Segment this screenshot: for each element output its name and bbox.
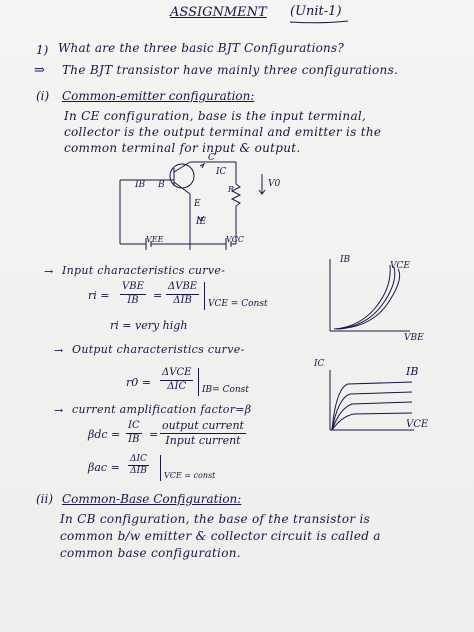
output-voltage-label: V0 — [268, 179, 281, 189]
unit-underline — [290, 20, 350, 24]
ro-fraction — [160, 368, 193, 392]
beta-ac-frac-den: ΔIB — [130, 466, 147, 477]
output-characteristics-graph — [318, 365, 419, 443]
section1-heading: Common-emitter configuration: — [62, 89, 255, 103]
ri-very-high: ri = very high — [110, 319, 188, 332]
ri-condition: VCE = Const — [208, 299, 268, 309]
ri-fraction-2 — [166, 282, 199, 306]
output-char-heading: Output characteristics curve- — [72, 343, 245, 356]
beta-dc-frac1-num: IC — [126, 421, 142, 434]
beta-dc-symbol: βdc = — [88, 428, 121, 441]
unit-label: (Unit-1) — [290, 4, 342, 19]
input-graph-xlabel: VBE — [404, 333, 424, 343]
section2-line-1: In CB configuration, the base of the transistor is — [60, 512, 371, 526]
current-amp-heading: current amplification factor=β — [72, 403, 252, 416]
section2-heading: Common-Base Configuration: — [62, 492, 242, 506]
beta-ac-frac-num: ΔIC — [128, 455, 149, 466]
question-text: What are the three basic BJT Configurations? — [58, 41, 344, 55]
ro-condition: IB= Const — [202, 385, 249, 395]
beta-dc-frac2-den: Input current — [165, 433, 241, 447]
beta-ac-condition-bar — [160, 455, 161, 481]
ro-frac-num: ΔVCE — [160, 368, 193, 381]
vcc-label: VCC — [226, 235, 245, 244]
output-graph-curve-label: IB — [406, 365, 419, 378]
ri-frac2-den: ΔIB — [173, 294, 192, 306]
input-graph-curve-label: VCE — [390, 261, 410, 271]
resistor-label: R — [228, 185, 235, 194]
ri-frac1-den: IB — [127, 294, 139, 306]
ri-equals: = — [153, 289, 163, 302]
section1-line-1: In CE configuration, base is the input terminal, — [64, 109, 367, 123]
ri-frac2-num: ΔVBE — [166, 282, 199, 295]
collector-current-label: IC — [216, 167, 227, 177]
current-amp-bullet: → — [54, 404, 64, 417]
section1-number: (i) — [36, 89, 50, 103]
section2-line-3: common base configuration. — [60, 546, 241, 560]
beta-ac-symbol: βac = — [88, 461, 120, 474]
section2-number: (ii) — [36, 492, 54, 506]
section2-line-2: common b/w emitter & collector circuit is called a — [60, 529, 381, 543]
beta-dc-fraction-1 — [126, 421, 142, 445]
assignment-title: ASSIGNMENT — [170, 5, 267, 20]
answer-text: The BJT transistor have mainly three configurations. — [62, 63, 399, 77]
beta-ac-condition: VCE = const — [164, 471, 216, 480]
ri-fraction-1 — [120, 282, 146, 306]
section1-line-2: collector is the output terminal and emitter is the — [64, 125, 382, 139]
ri-symbol: ri = — [88, 289, 110, 302]
answer-arrow: ⇒ — [34, 63, 45, 78]
collector-label: C — [208, 153, 215, 163]
ri-frac1-num: VBE — [120, 282, 146, 295]
emitter-label: E — [194, 199, 201, 209]
ri-condition-bar — [204, 282, 205, 310]
input-char-heading: Input characteristics curve- — [62, 264, 226, 277]
input-char-bullet: → — [44, 265, 54, 278]
output-graph-ylabel: IC — [314, 359, 325, 369]
vee-label: VEE — [146, 235, 164, 244]
section1-line-3: common terminal for input & output. — [64, 141, 301, 155]
beta-dc-frac2-num: output current — [162, 419, 244, 432]
beta-ac-fraction — [128, 455, 149, 477]
emitter-current-label: IE — [196, 217, 207, 227]
ro-frac-den: ΔIC — [167, 380, 187, 392]
question-number: 1) — [36, 43, 49, 57]
beta-dc-equals: = — [149, 428, 159, 441]
base-current-label: IB — [135, 180, 146, 190]
ro-condition-bar — [198, 368, 199, 396]
beta-dc-frac1-den: IB — [128, 433, 140, 445]
output-char-bullet: → — [54, 344, 64, 357]
input-graph-ylabel: IB — [340, 255, 351, 265]
beta-dc-fraction-2 — [160, 420, 246, 446]
base-label: B — [158, 180, 165, 190]
output-graph-xlabel: VCE — [406, 419, 429, 430]
ro-symbol: r0 = — [126, 376, 151, 389]
